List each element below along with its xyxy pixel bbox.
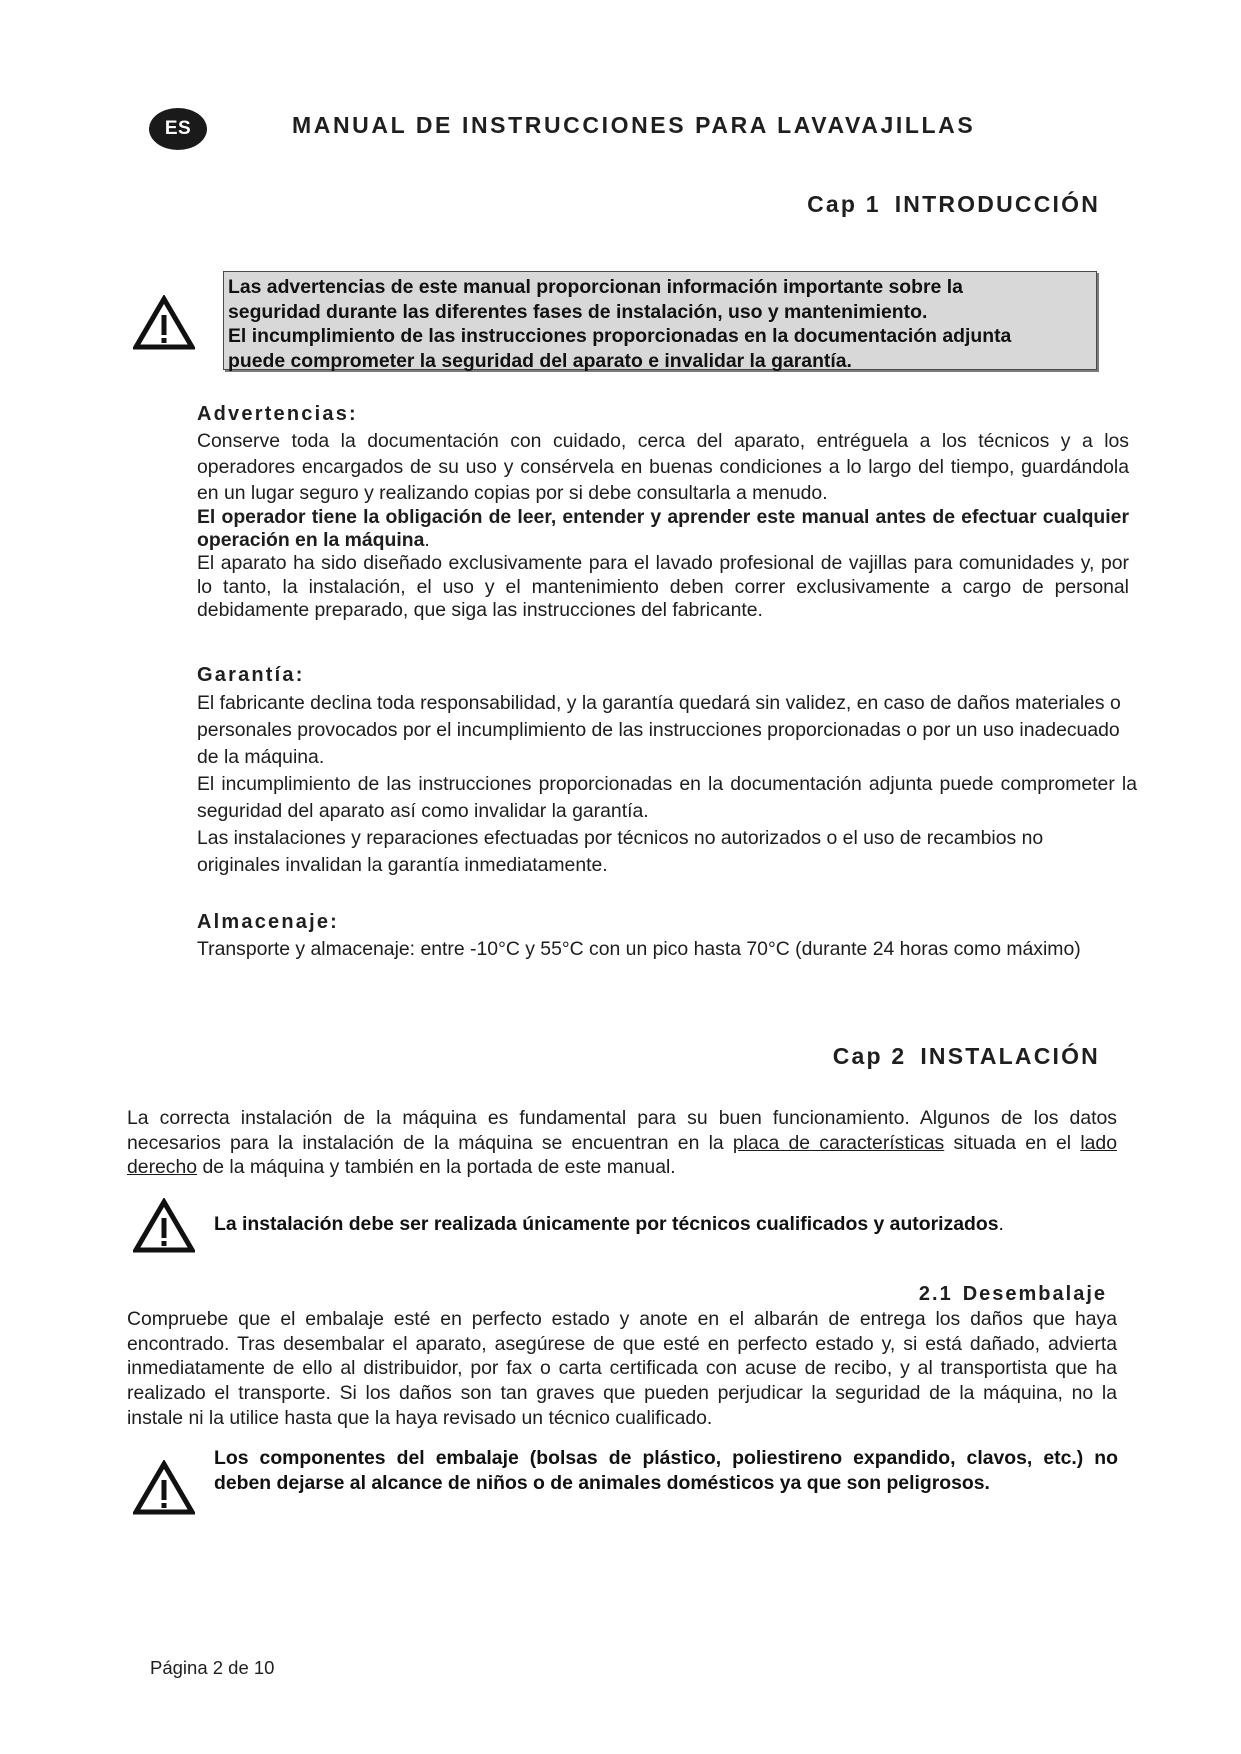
almacenaje-title: Almacenaje:	[197, 911, 340, 933]
warning-icon	[133, 1460, 195, 1516]
almacenaje-paragraph: Transporte y almacenaje: entre -10°C y 55°C con un pico hasta 70°C (durante 24 horas como máximo)	[197, 938, 1081, 960]
advertencias-paragraph: Conserve toda la documentación con cuidado, cerca del aparato, entréguela a los técnicos y a los operadores encargados de su uso y consérvela en buenas condiciones a lo largo del tiempo, guardándola en un lugar seguro y realizando copias por si debe consultarla a menudo.	[197, 430, 1129, 504]
warning-box-line: Las advertencias de este manual proporcionan información importante sobre la	[228, 276, 963, 298]
lado-derecho-link: lado derecho	[127, 1131, 1117, 1178]
advertencias-title: Advertencias:	[197, 403, 358, 425]
chapter-2-heading	[833, 1043, 1100, 1070]
advertencias-bold-end: .	[424, 529, 430, 551]
advertencias-paragraph: El aparato ha sido diseñado exclusivamente para el lavado profesional de vajillas para comunidades y, por lo tanto, la instalación, el uso y el mantenimiento deben correr exclusivamente a cargo de personal debidamente preparado, que siga las instrucciones del fabricante.	[197, 552, 1129, 621]
chapter-2-number: Cap 2	[832, 1043, 907, 1069]
garantia-paragraph: El fabricante declina toda responsabilidad, y la garantía quedará sin validez, en caso de daños materiales o personales provocados por el incumplimiento de las instrucciones proporcionadas o por un uso inadecuado de la máquina.	[197, 692, 1121, 768]
advertencias-bold-text: El operador tiene la obligación de leer, entender y aprender este manual antes de efectuar cualquier operación en la máquina	[197, 506, 1129, 551]
section-2-1-number: 2.1	[918, 1283, 953, 1305]
chapter-1-number: Cap 1	[807, 191, 881, 217]
garantia-paragraph: El incumplimiento de las instrucciones proporcionadas en la documentación adjunta puede comprometer la seguridad del aparato así como invalidar la garantía.	[197, 773, 1137, 822]
garantia-paragraph: Las instalaciones y reparaciones efectuadas por técnicos no autorizados o el uso de recambios no originales invalidan la garantía inmediatamente.	[197, 827, 1044, 876]
placa-caracteristicas-link: placa de características	[732, 1131, 945, 1154]
almacenaje-section	[197, 911, 1129, 962]
installation-warning	[214, 1213, 1004, 1236]
warning-icon	[133, 1198, 195, 1254]
desembalaje-paragraph: Compruebe que el embalaje esté en perfecto estado y anote en el albarán de entrega los daños que haya encontrado. Tras desembalar el aparato, asegúrese de que esté en perfecto estado y, si está dañado, advierta inmediatamente de ello al distribuidor, por fax o carta certificada con acuse de recibo, y al transportista que ha realizado el transporte. Si los daños son tan graves que pueden perjudicar la seguridad de la máquina, no la instale ni la utilice hasta que la haya revisado un técnico cualificado.	[127, 1308, 1117, 1429]
chapter-1-title: INTRODUCCIÓN	[894, 191, 1100, 217]
document-title: MANUAL DE INSTRUCCIONES PARA LAVAVAJILLAS	[292, 112, 976, 138]
advertencias-bold-paragraph	[197, 506, 1129, 552]
section-2-1-heading	[919, 1283, 1107, 1306]
section-2-1-title: Desembalaje	[962, 1283, 1107, 1305]
installation-warning-end: .	[998, 1213, 1004, 1235]
packaging-warning: Los componentes del embalaje (bolsas de plástico, poliestireno expandido, clavos, etc.) no deben dejarse al alcance de niños o de animales domésticos ya que son peligrosos.	[214, 1447, 1118, 1494]
installation-warning-text: La instalación debe ser realizada únicamente por técnicos cualificados y autorizados	[214, 1213, 999, 1235]
warning-box-line: puede comprometer la seguridad del aparato e invalidar la garantía.	[228, 349, 852, 372]
intro-text: La correcta instalación de la máquina es fundamental para su buen funcionamiento. Algunos de los datos necesarios para la instalación de la máquina se encuentran en la	[127, 1107, 1117, 1154]
warning-box-line: seguridad durante las diferentes fases de instalación, uso y mantenimiento.	[228, 300, 928, 323]
installation-intro-paragraph	[127, 1106, 1117, 1180]
page-number: Página 2 de 10	[150, 1657, 275, 1678]
warning-box-line: El incumplimiento de las instrucciones proporcionadas en la documentación adjunta	[228, 325, 1012, 347]
language-badge: ES	[149, 108, 207, 150]
installation-intro	[127, 1106, 1117, 1180]
safety-warning-box	[223, 271, 1097, 370]
intro-text: de la máquina y también en la portada de este manual.	[197, 1156, 676, 1178]
chapter-1-heading	[807, 191, 1100, 218]
advertencias-section	[197, 403, 1129, 623]
intro-text: situada en el	[944, 1131, 1081, 1154]
chapter-2-title: INSTALACIÓN	[920, 1043, 1100, 1069]
desembalaje-section	[127, 1307, 1117, 1431]
garantia-section	[197, 664, 1137, 879]
warning-icon	[133, 295, 195, 351]
garantia-title: Garantía:	[197, 664, 305, 686]
